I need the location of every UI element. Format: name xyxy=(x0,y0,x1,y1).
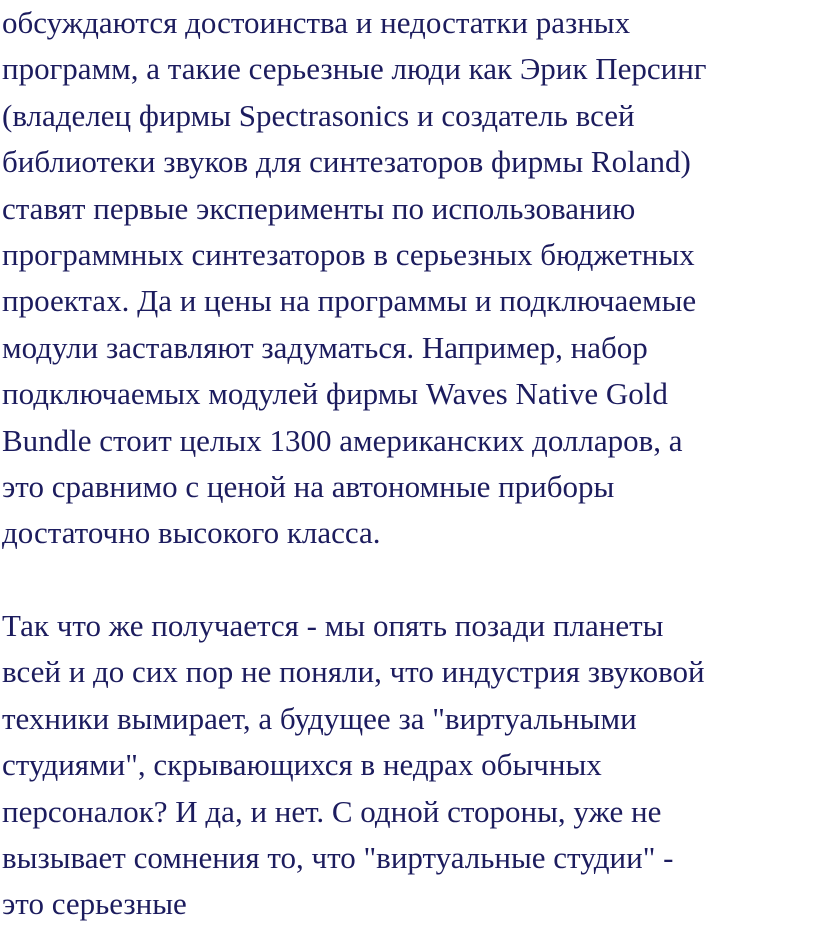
text-line: это сравнимо с ценой на автономные приборы xyxy=(2,468,615,504)
text-line: (владелец фирмы Spectrasonics и создатель всей xyxy=(2,97,635,133)
text-line: техники вымирает, а будущее за "виртуальными xyxy=(2,700,637,736)
text-line: подключаемых модулей фирмы Waves Native Gold xyxy=(2,376,668,412)
text-line: персоналок? И да, и нет. С одной стороны, уже не xyxy=(2,793,662,829)
paragraph-1 xyxy=(2,0,810,557)
text-line: ставят первые эксперименты по использованию xyxy=(2,190,636,226)
paragraph-spacer xyxy=(2,557,810,603)
text-line: программных синтезаторов в серьезных бюджетных xyxy=(2,236,695,272)
text-line: модули заставляют задуматься. Например, набор xyxy=(2,329,648,365)
text-line: проектах. Да и цены на программы и подключаемые xyxy=(2,283,697,319)
paragraph-2 xyxy=(2,603,810,928)
text-line: студиями", скрывающихся в недрах обычных xyxy=(2,747,602,783)
text-line: всей и до сих пор не поняли, что индустрия звуковой xyxy=(2,654,705,690)
text-line: вызывает сомнения то, что "виртуальные студии" - xyxy=(2,840,674,876)
text-line: библиотеки звуков для синтезаторов фирмы Roland) xyxy=(2,144,691,180)
text-line: Так что же получается - мы опять позади планеты xyxy=(2,608,664,644)
text-line: программ, а такие серьезные люди как Эрик Персинг xyxy=(2,51,707,87)
text-line: это серьезные xyxy=(2,886,187,922)
text-line: Bundle стоит целых 1300 американских долларов, а xyxy=(2,422,683,458)
text-line: обсуждаются достоинства и недостатки разных xyxy=(2,5,631,40)
text-line: достаточно высокого класса. xyxy=(2,515,381,551)
